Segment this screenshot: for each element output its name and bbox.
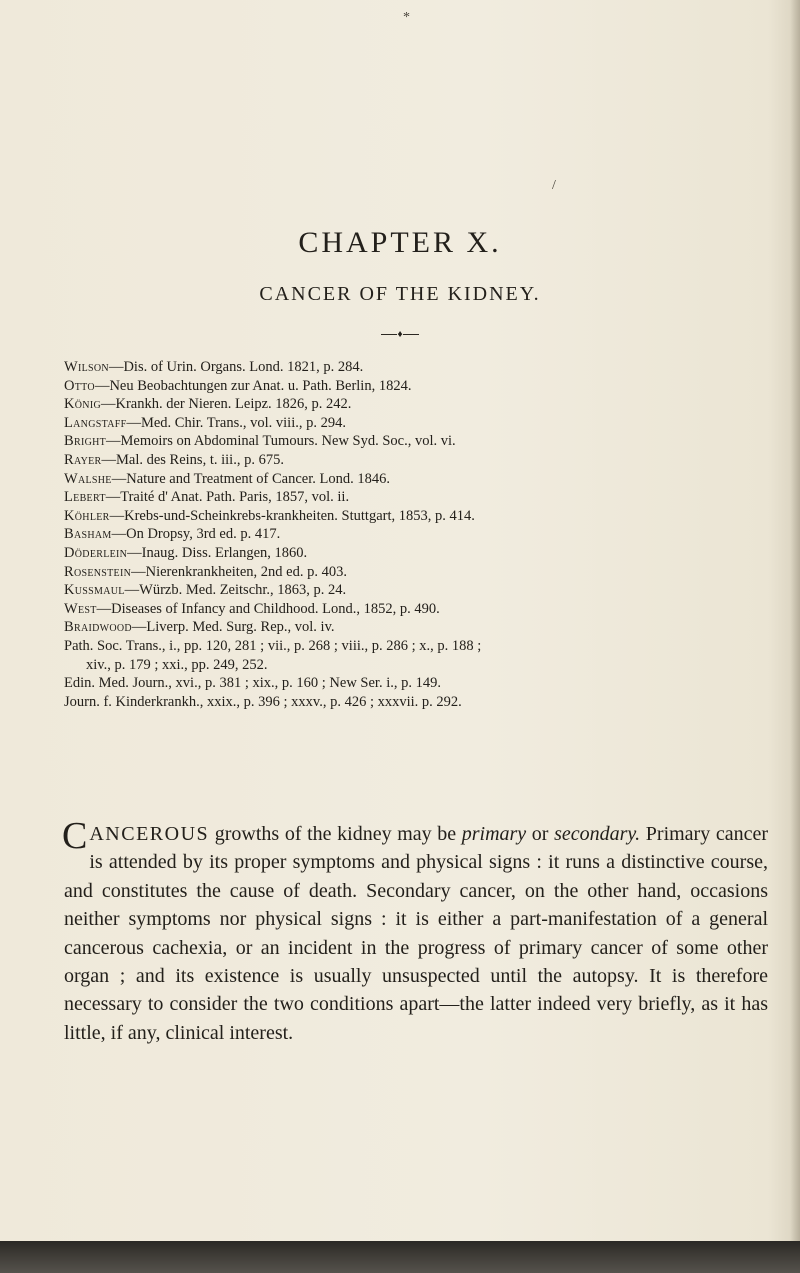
bibliography-author: Braidwood: [64, 619, 132, 636]
bibliography-author: Walshe: [64, 470, 112, 487]
bibliography-entry: [64, 488, 776, 507]
bibliography-entry: [64, 451, 776, 470]
bibliography-citation: Edin. Med. Journ., xvi., p. 381 ; xix., p. 160 ; New Ser. i., p. 149.: [64, 675, 441, 692]
bibliography-entry: [64, 395, 776, 414]
bibliography-entry: [64, 525, 776, 544]
bibliography-author: Döderlein: [64, 544, 128, 561]
bibliography-entry: [64, 581, 776, 600]
bibliography-citation: —Inaug. Diss. Erlangen, 1860.: [127, 544, 308, 561]
bibliography-entry: [64, 637, 776, 656]
chapter-title: CHAPTER X.: [298, 226, 502, 259]
bibliography-list: [64, 358, 776, 711]
bibliography-author: Rosenstein: [64, 563, 132, 580]
bibliography-citation: —Nierenkrankheiten, 2nd ed. p. 403.: [131, 563, 347, 580]
bibliography-citation: Path. Soc. Trans., i., pp. 120, 281 ; vii., p. 268 ; viii., p. 286 ; x., p. 188 ;: [64, 637, 482, 654]
bibliography-author: West: [64, 600, 97, 617]
bibliography-entry: [64, 656, 776, 675]
bibliography-author: Otto: [64, 377, 95, 394]
bibliography-citation: —Memoirs on Abdominal Tumours. New Syd. Soc., vol. vi.: [106, 433, 456, 450]
bibliography-citation: —Krankh. der Nieren. Leipz. 1826, p. 242.: [100, 396, 352, 413]
bibliography-citation: —On Dropsy, 3rd ed. p. 417.: [111, 526, 281, 543]
bibliography-citation: —Liverp. Med. Surg. Rep., vol. iv.: [131, 619, 335, 636]
lead-word: ANCEROUS: [89, 823, 210, 845]
bibliography-entry: [64, 544, 776, 563]
bibliography-citation: —Mal. des Reins, t. iii., p. 675.: [101, 451, 284, 468]
bibliography-citation: —Dis. of Urin. Organs. Lond. 1821, p. 284.: [108, 359, 364, 375]
bibliography-author: Lebert: [64, 489, 106, 506]
bibliography-citation: xiv., p. 179 ; xxi., pp. 249, 252.: [86, 656, 268, 673]
scan-bottom-edge: [0, 1241, 800, 1273]
bibliography-author: Bright: [64, 433, 107, 450]
body-text-segment: or: [526, 823, 555, 845]
bibliography-citation: —Krebs-und-Scheinkrebs-krankheiten. Stuttgart, 1853, p. 414.: [109, 507, 475, 524]
bibliography-entry: [64, 618, 776, 637]
body-text-segment: Primary cancer is attended by its proper symptoms and physical signs : it runs a distinctive course, and constitutes the cause of death. Secondary cancer, on the other hand, occasions neither symptoms nor physical signs : it is either a part-manifestation of a general cancerous cachexia, or an incident in the progress of primary cancer of some other organ ; and its existence is usually unsuspected until the autopsy. It is therefore necessary to consider the two conditions apart—the latter indeed very briefly, as it has little, if any, clinical interest.: [64, 823, 768, 1044]
bibliography-citation: —Med. Chir. Trans., vol. viii., p. 294.: [126, 414, 346, 431]
emphasis-primary: primary: [461, 823, 527, 845]
ornament-rule-left: [381, 334, 397, 335]
printer-mark-slash: /: [552, 178, 556, 193]
bibliography-citation: —Nature and Treatment of Cancer. Lond. 1846.: [111, 470, 390, 487]
bibliography-author: Wilson: [64, 359, 109, 375]
bibliography-entry: [64, 600, 776, 619]
bibliography-entry: [64, 377, 776, 396]
bibliography-author: König: [64, 396, 101, 413]
emphasis-secondary: secondary.: [554, 823, 641, 845]
bibliography-entry: [64, 414, 776, 433]
bibliography-author: Kussmaul: [64, 582, 125, 599]
bibliography-entry: [64, 470, 776, 489]
bibliography-author: Basham: [64, 526, 112, 543]
chapter-subtitle: CANCER OF THE KIDNEY.: [259, 283, 541, 305]
page-gutter-shadow: [790, 0, 800, 1241]
body-text-segment: growths of the kidney may be: [209, 823, 462, 845]
printer-mark-asterisk: *: [403, 10, 410, 25]
section-ornament: [0, 330, 800, 340]
bibliography-entry: [64, 674, 776, 693]
bibliography-citation: —Würzb. Med. Zeitschr., 1863, p. 24.: [124, 582, 347, 599]
diamond-icon: ♦: [397, 329, 403, 340]
body-paragraph: [62, 815, 768, 1047]
drop-cap: C: [62, 815, 88, 857]
bibliography-entry: [64, 358, 776, 377]
bibliography-entry: [64, 507, 776, 526]
bibliography-citation: —Neu Beobachtungen zur Anat. u. Path. Berlin, 1824.: [94, 377, 412, 394]
bibliography-citation: —Diseases of Infancy and Childhood. Lond., 1852, p. 490.: [96, 600, 440, 617]
bibliography-entry: [64, 432, 776, 451]
bibliography-entry: [64, 563, 776, 582]
ornament-rule-right: [403, 334, 419, 335]
bibliography-author: Langstaff: [64, 414, 127, 431]
bibliography-citation: Journ. f. Kinderkrankh., xxix., p. 396 ; xxxv., p. 426 ; xxxvii. p. 292.: [64, 693, 462, 710]
bibliography-citation: —Traité d' Anat. Path. Paris, 1857, vol. ii.: [105, 489, 350, 506]
bibliography-author: Rayer: [64, 451, 102, 468]
bibliography-author: Köhler: [64, 507, 110, 524]
bibliography-entry: [64, 693, 776, 712]
